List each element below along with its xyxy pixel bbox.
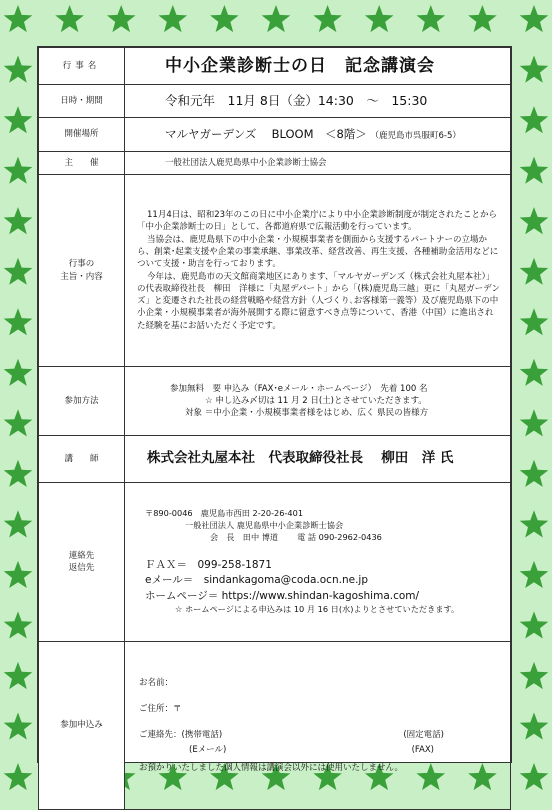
star-icon (520, 359, 549, 386)
label-apply: 参加申込み (39, 642, 125, 810)
venue-address: （鹿児島市呉服町6-5） (370, 131, 461, 142)
event-title: 中小企業診断士の日 記念講演会 (125, 48, 511, 85)
venue-name: マルヤガーデンズ BLOOM ＜8階＞ (165, 127, 367, 142)
contact-fax: ＦＡＸ＝ 099-258-1871 (145, 559, 272, 572)
star-icon (520, 56, 549, 83)
star-icon (262, 5, 291, 32)
star-icon (520, 258, 549, 285)
label-purpose-1: 行事の (68, 259, 95, 270)
star-icon (520, 460, 549, 487)
label-method: 参加方法 (39, 367, 125, 436)
star-icon (4, 308, 33, 335)
lecturer-name: 株式会社丸屋本社 代表取締役社長 柳田 洋 氏 (125, 436, 511, 483)
star-icon (107, 5, 136, 32)
label-purpose-2: 主旨・内容 (60, 271, 103, 282)
star-icon (4, 106, 33, 133)
apply-fax-field[interactable]: (FAX) (411, 744, 434, 755)
star-icon (159, 5, 188, 32)
method-line-1: 参加無料 要 申込み（FAX･eメール・ホームページ） 先着 100 名 (170, 383, 428, 394)
contact-address: 〒890-0046 鹿児島市西田 2-20-26-401 (145, 508, 304, 519)
event-date: 令和元年 11月 8日（金）14:30 〜 15:30 (125, 85, 511, 118)
star-icon (4, 763, 33, 790)
row-apply (39, 642, 511, 810)
star-icon (468, 5, 497, 32)
star-icon (4, 713, 33, 740)
apply-name-field[interactable]: お名前： (139, 677, 174, 688)
star-icon (520, 713, 549, 740)
method-target: 対象 ＝中小企業・小規模事業者様をはじめ、広く 県民の皆様方 (185, 408, 429, 419)
star-icon (520, 409, 549, 436)
row-method (39, 367, 511, 436)
row-contact (39, 483, 511, 642)
star-icon (520, 157, 549, 184)
star-icon (4, 460, 33, 487)
apply-address-field[interactable]: ご住所：〒 (139, 704, 182, 715)
star-icon (4, 561, 33, 588)
star-icon (365, 5, 394, 32)
star-icon (4, 611, 33, 638)
star-icon (4, 207, 33, 234)
star-icon (520, 5, 549, 32)
apply-phone-field[interactable]: ご連絡先：(携帯電話) (139, 730, 223, 741)
star-icon (4, 510, 33, 537)
apply-email-field[interactable]: (Eメール) (189, 744, 227, 755)
label-event-name: 行事名 (39, 48, 125, 85)
row-host (39, 152, 511, 175)
star-icon (4, 409, 33, 436)
star-icon (520, 308, 549, 335)
star-icon (4, 5, 33, 32)
label-contact-2: 返信先 (68, 563, 95, 573)
star-icon (4, 662, 33, 689)
label-host: 主 催 (39, 152, 125, 175)
purpose-paragraph-1: 11月4日は、昭和23年のこの日に中小企業庁により中小企業診断制度が制定されたことから「中小企業診断士の日」として、各都道府県で広報活動を行っています。 (137, 209, 498, 233)
purpose-paragraph-3: 今年は、鹿児島市の天文館商業地区にあります、「マルヤガーデンズ（株式会社丸屋本社）」の代表取締役社長 柳田 洋様に「丸屋デパート」から「(株)鹿児島三越」更に「丸屋ガーデンズ」と変遷された社長の経営戦略や経営方針（人づくり､お客様第一義等）及び鹿児島県下の中小企業・小規模事業者が海外展開する際に留意すべき点等について、香港（中国）に進出された経験を基にお話いただく予定です。 (137, 271, 500, 331)
event-form (37, 46, 512, 773)
label-contact-1: 連絡先 (68, 550, 95, 561)
star-icon (520, 106, 549, 133)
label-venue: 開催場所 (39, 118, 125, 152)
row-event-name (39, 48, 511, 85)
star-icon (520, 662, 549, 689)
row-date (39, 85, 511, 118)
star-icon (4, 157, 33, 184)
star-icon (4, 56, 33, 83)
label-date: 日時・期間 (39, 85, 125, 118)
star-icon (520, 611, 549, 638)
contact-org: 一般社団法人 鹿児島県中小企業診断士協会 (185, 520, 344, 531)
purpose-paragraph-2: 当協会は、鹿児島県下の中小企業・小規模事業者を側面から支援するパートナーの立場から、創業･起業支援や企業の事業承継、事業改革、経営改善、再生支援、各種補助金活用などについて支援・助言を行っております。 (137, 234, 499, 270)
contact-chair: 会 長 田中 博道 電 話 090-2962-0436 (210, 532, 382, 543)
row-lecturer (39, 436, 511, 483)
privacy-note: お預かりいたしました個人情報は講演会以外には使用いたしません。 (139, 762, 404, 773)
contact-email: eメール＝ sindankagoma@coda.ocn.ne.jp (145, 574, 368, 587)
star-icon (417, 5, 446, 32)
star-icon (520, 510, 549, 537)
contact-website: ホームページ＝ https://www.shindan-kagoshima.com/ (145, 589, 420, 602)
star-icon (520, 763, 549, 790)
row-venue (39, 118, 511, 152)
star-icon (55, 5, 84, 32)
apply-landline-field[interactable]: (固定電話) (403, 730, 444, 741)
host-name: 一般社団法人鹿児島県中小企業診断士協会 (125, 152, 511, 175)
method-deadline: ☆ 申し込み〆切は 11 月 2 日(土)とさせていただきます。 (205, 395, 427, 406)
star-icon (520, 561, 549, 588)
label-lecturer: 講 師 (39, 436, 125, 483)
star-icon (313, 5, 342, 32)
star-icon (210, 5, 239, 32)
star-icon (520, 207, 549, 234)
star-icon (4, 258, 33, 285)
row-purpose (39, 175, 511, 367)
contact-web-note: ☆ ホームページによる申込みは 10 月 16 日(水)よりとさせていただきます。 (175, 603, 460, 614)
star-icon (4, 359, 33, 386)
